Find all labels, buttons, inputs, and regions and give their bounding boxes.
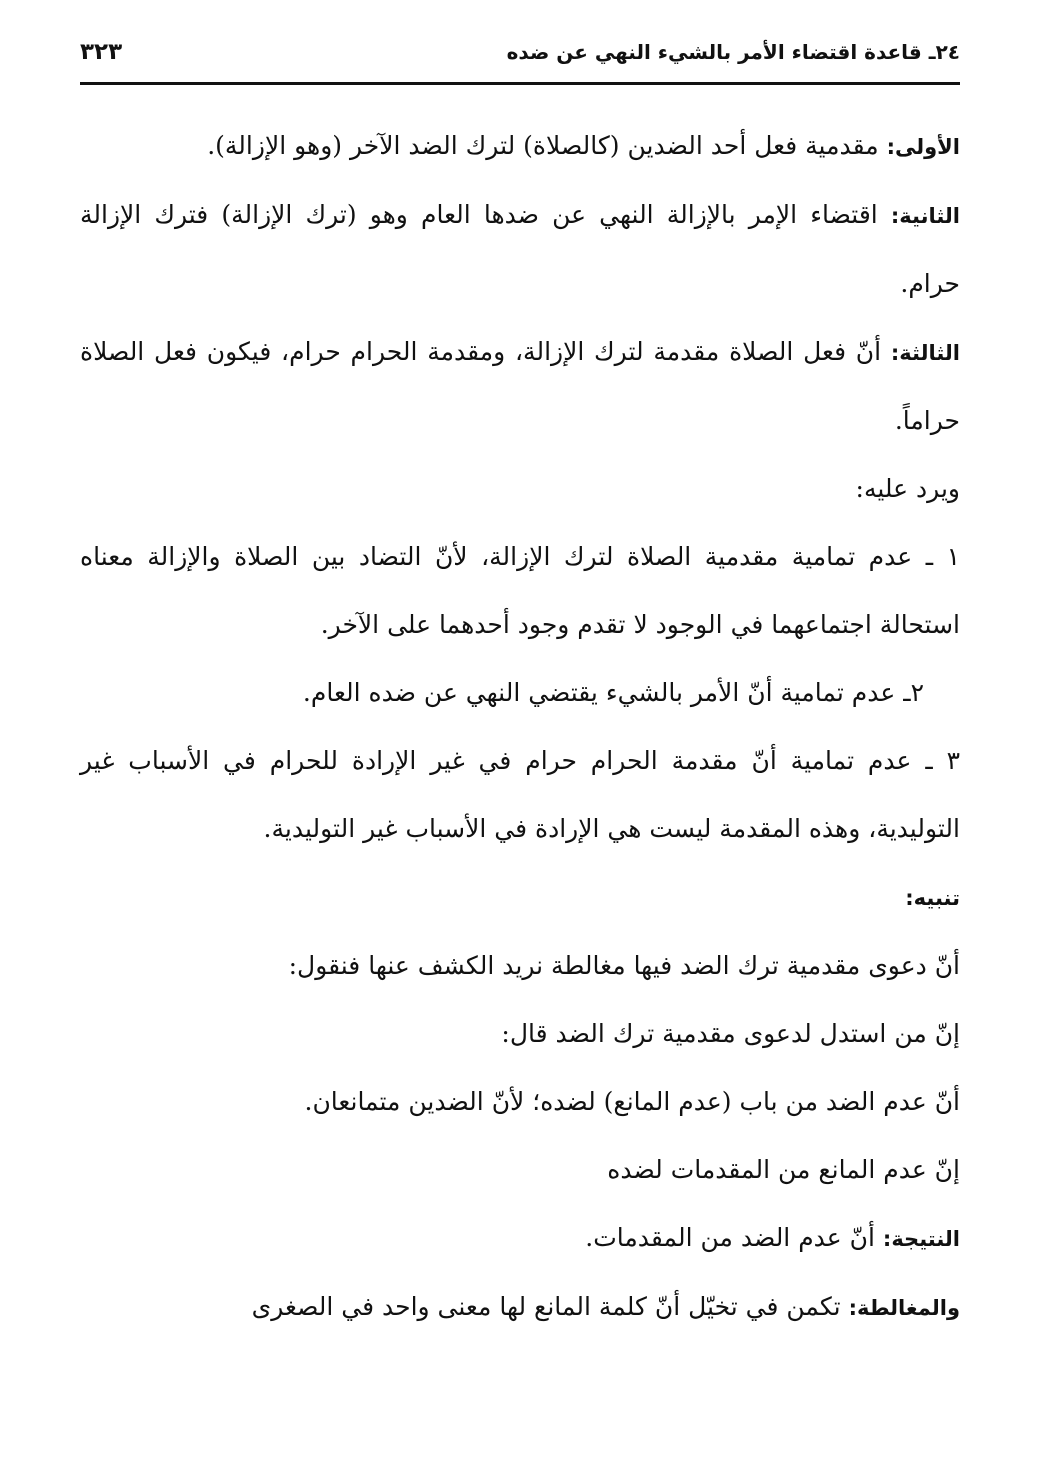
paragraph-text: تكمن في تخيّل أنّ كلمة المانع لها معنى واحد في الصغرى xyxy=(251,1292,849,1321)
paragraph-first xyxy=(80,112,960,181)
paragraph-note-4 xyxy=(80,1136,960,1204)
page-header xyxy=(80,28,960,76)
paragraph-objection-2 xyxy=(80,659,960,727)
paragraph-lead: والمغالطة: xyxy=(848,1296,960,1320)
paragraph-lead: الثانية: xyxy=(890,204,960,228)
paragraph-lead: الثالثة: xyxy=(890,341,960,365)
book-page xyxy=(80,28,960,1448)
paragraph-text: أنّ عدم الضد من المقدمات. xyxy=(585,1223,883,1252)
paragraph-text: ٣ ـ عدم تمامية أنّ مقدمة الحرام حرام في غير الإرادة للحرام في الأسباب غير التوليدية، وهذه المقدمة ليست هي الإرادة في الأسباب غير التوليدية. xyxy=(80,746,960,843)
paragraph-lead: النتيجة: xyxy=(882,1227,960,1251)
paragraph-third xyxy=(80,318,960,455)
paragraph-lead: تنبيه: xyxy=(905,886,960,910)
header-divider xyxy=(80,82,960,85)
paragraph-text: أنّ دعوى مقدمية ترك الضد فيها مغالطة نريد الكشف عنها فنقول: xyxy=(288,951,960,980)
paragraph-note-2 xyxy=(80,1000,960,1068)
paragraph-text: إنّ من استدل لدعوى مقدمية ترك الضد قال: xyxy=(501,1019,960,1048)
paragraph-text: ١ ـ عدم تمامية مقدمية الصلاة لترك الإزالة، لأنّ التضاد بين الصلاة والإزالة معناه استحالة اجتماعهما في الوجود لا تقدم وجود أحدهما على الآخر. xyxy=(80,542,960,639)
paragraph-text: اقتضاء الإمر بالإزالة النهي عن ضدها العام وهو (ترك الإزالة) فترك الإزالة حرام. xyxy=(80,200,960,298)
paragraph-text: أنّ فعل الصلاة مقدمة لترك الإزالة، ومقدمة الحرام حرام، فيكون فعل الصلاة حراماً. xyxy=(80,337,960,435)
running-title: ٢٤ـ قاعدة اقتضاء الأمر بالشيء النهي عن ضده xyxy=(506,40,960,64)
paragraph-note-1 xyxy=(80,932,960,1000)
paragraph-fallacy xyxy=(80,1273,960,1342)
paragraph-text: أنّ عدم الضد من باب (عدم المانع) لضده؛ لأنّ الضدين متمانعان. xyxy=(304,1087,960,1116)
paragraph-second xyxy=(80,181,960,318)
paragraph-text: إنّ عدم المانع من المقدمات لضده xyxy=(607,1155,960,1184)
paragraph-note-3 xyxy=(80,1068,960,1136)
paragraph-objection-3 xyxy=(80,727,960,863)
paragraph-conclusion xyxy=(80,1204,960,1273)
paragraph-objection-intro xyxy=(80,455,960,523)
paragraph-note-heading xyxy=(80,863,960,932)
paragraph-text: ويرد عليه: xyxy=(855,474,960,503)
paragraph-text: ٢ـ عدم تمامية أنّ الأمر بالشيء يقتضي النهي عن ضده العام. xyxy=(302,678,924,707)
paragraph-text: مقدمية فعل أحد الضدين (كالصلاة) لترك الضد الآخر (وهو الإزالة). xyxy=(207,131,887,160)
paragraph-lead: الأولى: xyxy=(886,135,960,159)
page-body xyxy=(80,112,960,1342)
paragraph-objection-1 xyxy=(80,523,960,659)
page-number: ٣٢٣ xyxy=(80,39,123,65)
